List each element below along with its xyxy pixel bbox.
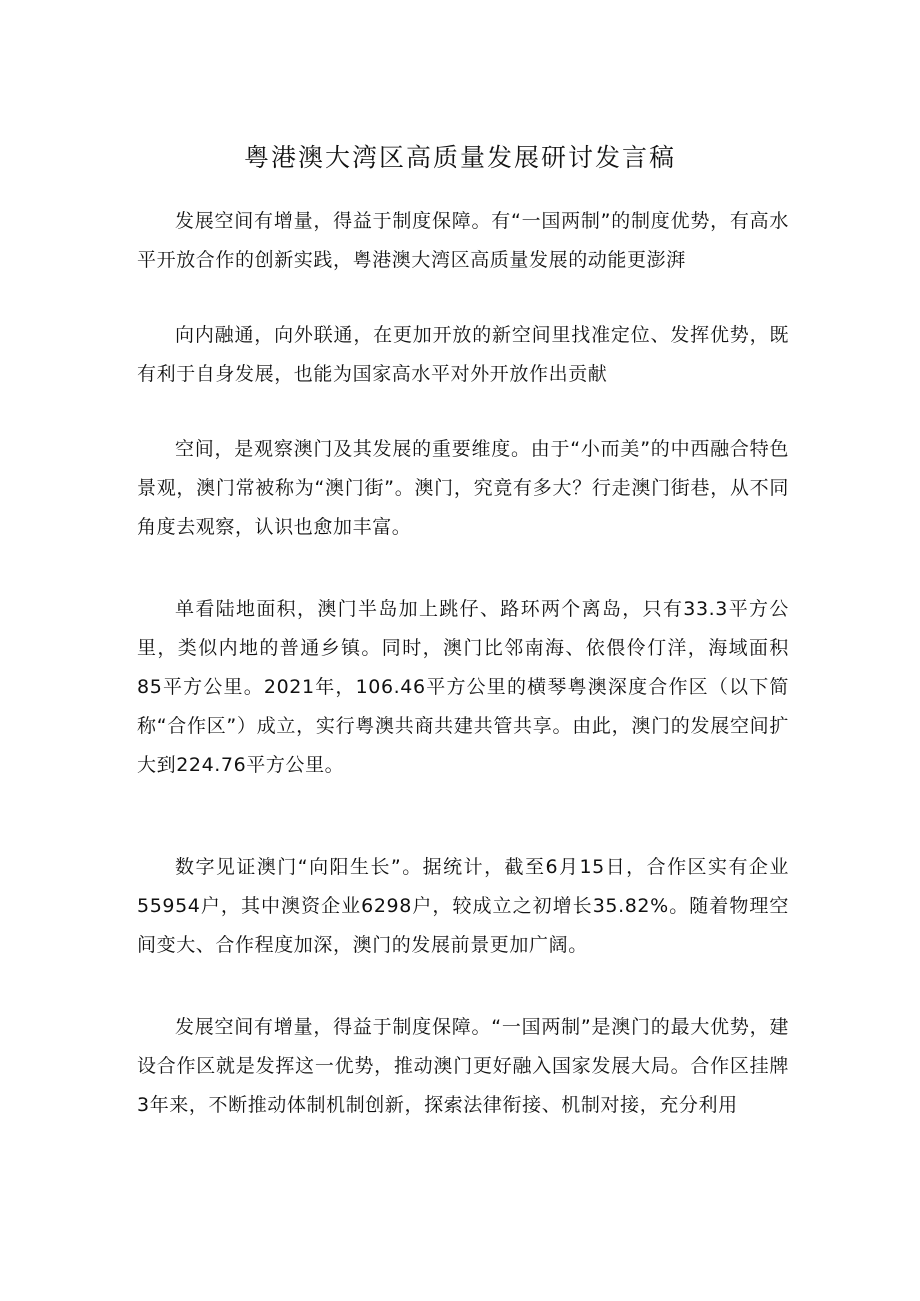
paragraph-3: 空间，是观察澳门及其发展的重要维度。由于“小而美”的中西融合特色景观，澳门常被称为“澳门街”。澳门，究竟有多大？行走澳门街巷，从不同角度去观察，认识也愈加丰富。 [137, 438, 789, 538]
document-title: 粤港澳大湾区高质量发展研讨发言稿 [243, 143, 676, 172]
paragraph-1: 发展空间有增量，得益于制度保障。有“一国两制”的制度优势，有高水平开放合作的创新实践，粤港澳大湾区高质量发展的动能更澎湃 [137, 210, 789, 271]
paragraph-4: 单看陆地面积，澳门半岛加上跳仔、路环两个离岛，只有33.3平方公里，类似内地的普通乡镇。同时，澳门比邻南海、依偎伶仃洋，海域面积85平方公里。2021年，106.46平方公里的横琴粤澳深度合作区（以下简称“合作区”）成立，实行粤澳共商共建共管共享。由此，澳门的发展空间扩大到224.76平方公里。 [137, 598, 789, 776]
paragraph-2: 向内融通，向外联通，在更加开放的新空间里找准定位、发挥优势，既有利于自身发展，也能为国家高水平对外开放作出贡献 [137, 324, 789, 385]
paragraph-5: 数字见证澳门“向阳生长”。据统计，截至6月15日，合作区实有企业55954户，其中澳资企业6298户，较成立之初增长35.82%。随着物理空间变大、合作程度加深，澳门的发展前景更加广阔。 [137, 856, 789, 956]
paragraph-6: 发展空间有增量，得益于制度保障。“一国两制”是澳门的最大优势，建设合作区就是发挥这一优势，推动澳门更好融入国家发展大局。合作区挂牌3年来，不断推动体制机制创新，探索法律衔接、机制对接，充分利用 [137, 1016, 789, 1116]
